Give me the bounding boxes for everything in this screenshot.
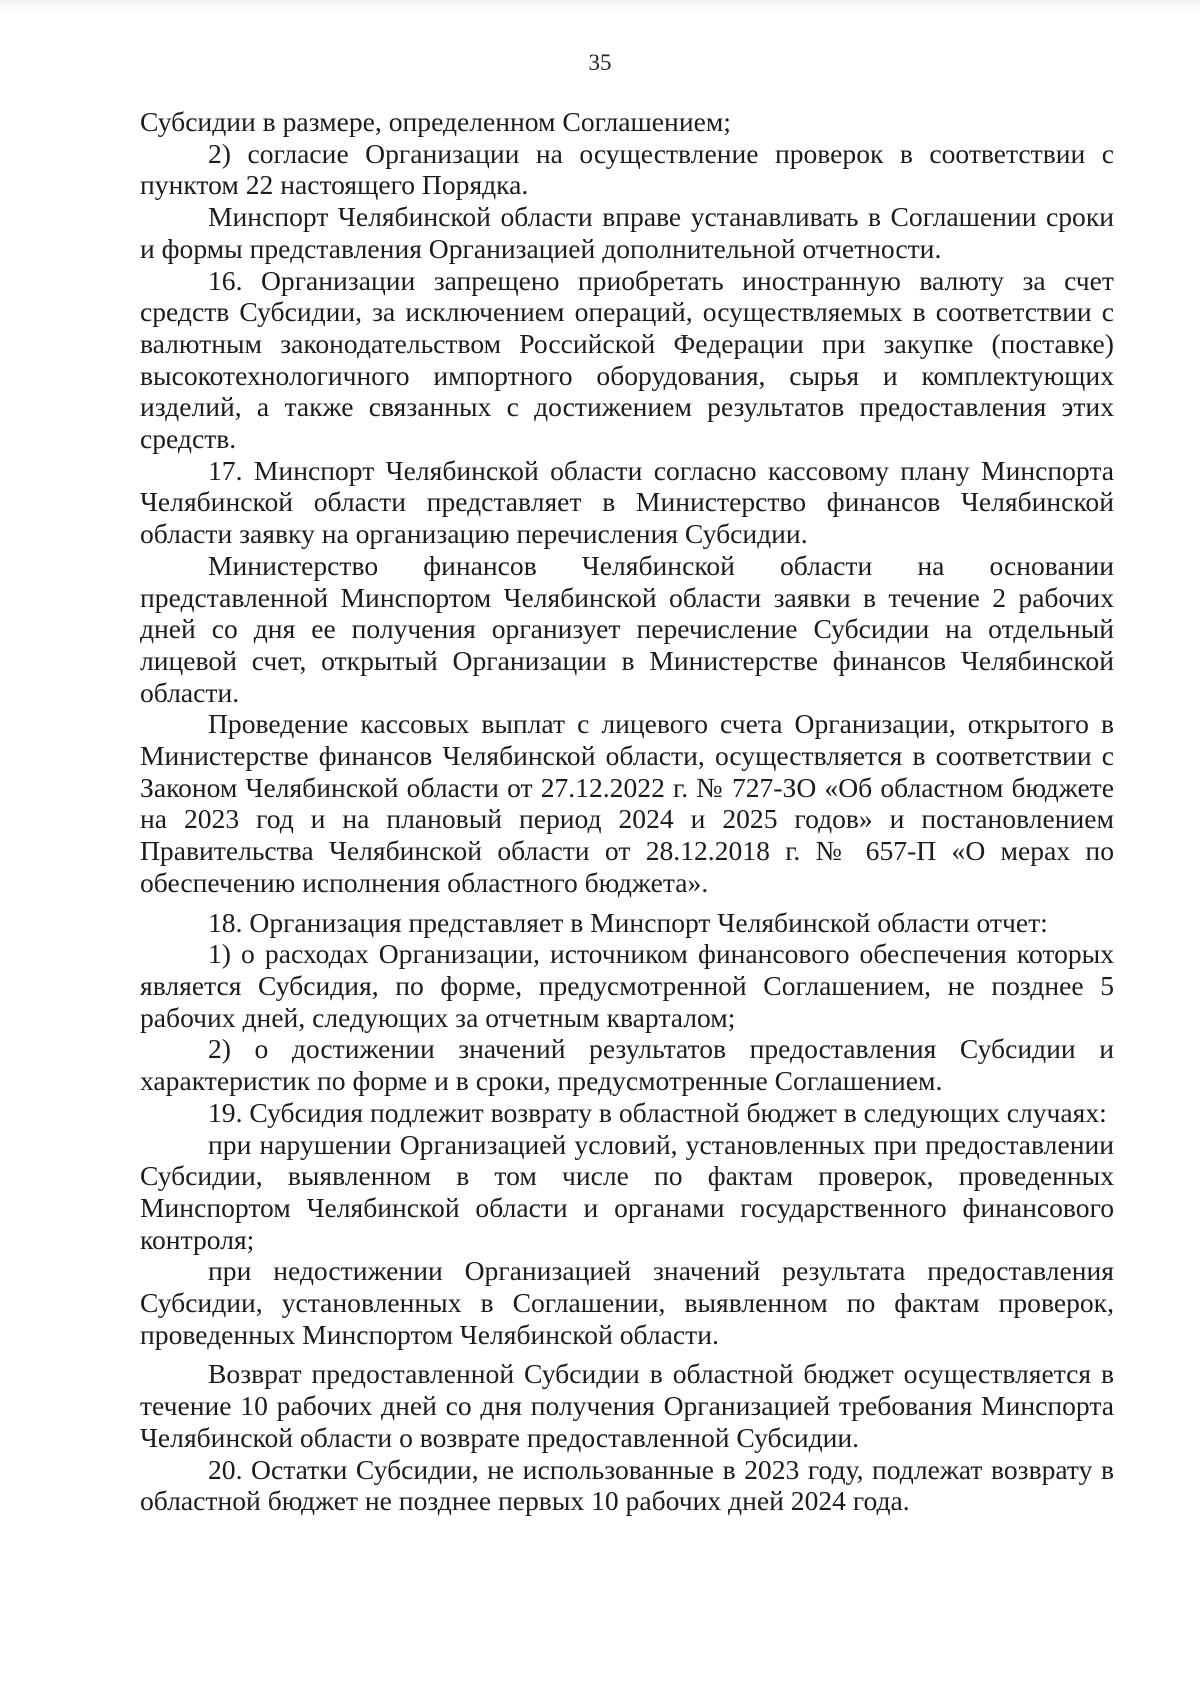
paragraph-section-18: 18. Организация представляет в Минспорт Челябинской области отчет:: [208, 906, 1048, 938]
paragraph-additional-reporting: Минспорт Челябинской области вправе устанавливать в Соглашении сроки и формы представления Организацией дополнительной отчетности.: [140, 201, 1114, 264]
paragraph-report-expenses: 1) о расходах Организации, источником финансового обеспечения которых является Субсидия, по форме, предусмотренной Соглашением, не позднее 5 рабочих дней, следующих за отчетным кварталом;: [140, 938, 1114, 1033]
paragraph-violation-case: при нарушении Организацией условий, установленных при предоставлении Субсидии, выявленном в том числе по фактам проверок, проведенных Минспортом Челябинской области и органами государственного финансового контроля;: [140, 1128, 1114, 1255]
paragraph-nonachievement-case: при недостижении Организацией значений результата предоставления Субсидии, установленных в Соглашении, выявленном по фактам проверок, проведенных Минспортом Челябинской области.: [140, 1255, 1114, 1350]
paragraph-ministry-finance: Министерство финансов Челябинской области на основании представленной Минспортом Челябинской области заявки в течение 2 рабочих дней со дня ее получения организует перечисление Субсидии на отдельный лицевой счет, открытый Организации в Министерстве финансов Челябинской области.: [140, 549, 1114, 708]
paragraph-refund-terms: Возврат предоставленной Субсидии в областной бюджет осуществляется в течение 10 рабочих дней со дня получения Организацией требования Минспорта Челябинской области о возврате предоставленной Субсидии.: [140, 1358, 1114, 1453]
paragraph-section-19: 19. Субсидия подлежит возврату в областной бюджет в следующих случаях:: [208, 1096, 1107, 1128]
document-body: [140, 106, 1114, 1517]
paragraph-section-20: 20. Остатки Субсидии, не использованные в 2023 году, подлежат возврату в областной бюджет не позднее первых 10 рабочих дней 2024 года.: [140, 1453, 1114, 1517]
paragraph-section-16: 16. Организации запрещено приобретать иностранную валюту за счет средств Субсидии, за исключением операций, осуществляемых в соответствии с валютным законодательством Российской Федерации при закупке (поставке) высокотехнологичного импортного оборудования, сырья и комплектующих изделий, а также связанных с достижением результатов предоставления этих средств.: [140, 264, 1114, 455]
paragraph-continuation: Субсидии в размере, определенном Соглашением;: [140, 106, 731, 137]
paragraph-cash-payments: Проведение кассовых выплат с лицевого счета Организации, открытого в Министерстве финансов Челябинской области, осуществляется в соответствии с Законом Челябинской области от 27.12.2022 г. № 727-ЗО «Об областном бюджете на 2023 год и на плановый период 2024 и 2025 годов» и постановлением Правительства Челябинской области от 28.12.2018 г. № 657-П «О мерах по обеспечению исполнения областного бюджета».: [140, 708, 1114, 898]
paragraph-item-2-consent: 2) согласие Организации на осуществление проверок в соответствии с пунктом 22 настоящего Порядка.: [140, 137, 1114, 201]
paragraph-section-17: 17. Минспорт Челябинской области согласно кассовому плану Минспорта Челябинской области представляет в Министерство финансов Челябинской области заявку на организацию перечисления Субсидии.: [140, 454, 1114, 550]
paragraph-report-results: 2) о достижении значений результатов предоставления Субсидии и характеристик по форме и в сроки, предусмотренные Соглашением.: [140, 1033, 1114, 1097]
page-number: 35: [588, 50, 612, 75]
scan-edge-shadow: [0, 0, 1200, 14]
